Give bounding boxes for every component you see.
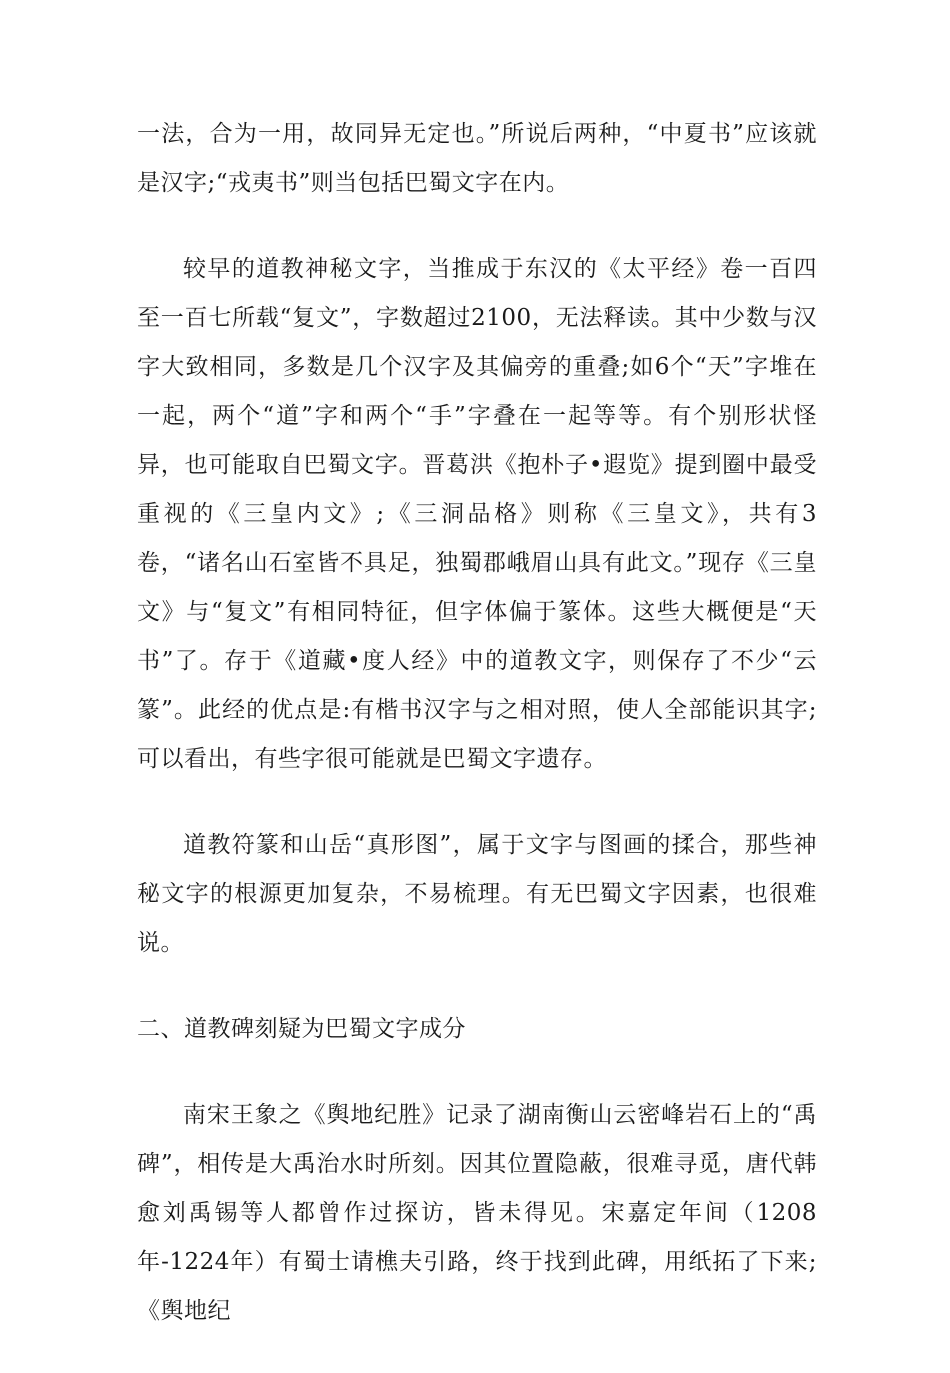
paragraph-2: 较早的道教神秘文字，当推成于东汉的《太平经》卷一百四至一百七所载“复文”，字数超过2100，无法释读。其中少数与汉字大致相同，多数是几个汉字及其偏旁的重叠;如6个“天”字堆在一起，两个“道”字和两个“手”字叠在一起等等。有个别形状怪异，也可能取自巴蜀文字。晋葛洪《抱朴子•遐览》提到圈中最受重视的《三皇内文》;《三洞品格》则称《三皇文》，共有3卷，“诸名山石室皆不具足，独蜀郡峨眉山具有此文。”现存《三皇文》与“复文”有相同特征，但字体偏于篆体。这些大概便是“天书”了。存于《道藏•度人经》中的道教文字，则保存了不少“云篆”。此经的优点是:有楷书汉字与之相对照，使人全部能识其字;可以看出，有些字很可能就是巴蜀文字遗存。 bbox=[137, 256, 817, 772]
section-heading: 二、道教碑刻疑为巴蜀文字成分 bbox=[137, 1016, 466, 1042]
paragraph-1: 一法，合为一用，故同异无定也。”所说后两种，“中夏书”应该就是汉字;“戎夷书”则当包括巴蜀文字在内。 bbox=[137, 121, 817, 196]
paragraph-4: 南宋王象之《舆地纪胜》记录了湖南衡山云密峰岩石上的“禹碑”，相传是大禹治水时所刻。因其位置隐蔽，很难寻觅，唐代韩愈刘禹锡等人都曾作过探访，皆未得见。宋嘉定年间（1208年-1224年）有蜀士请樵夫引路，终于找到此碑，用纸拓了下来;《舆地纪 bbox=[137, 1102, 817, 1324]
paragraph-3: 道教符篆和山岳“真形图”，属于文字与图画的揉合，那些神秘文字的根源更加复杂，不易梳理。有无巴蜀文字因素，也很难说。 bbox=[137, 832, 817, 956]
document-body bbox=[137, 110, 817, 1373]
